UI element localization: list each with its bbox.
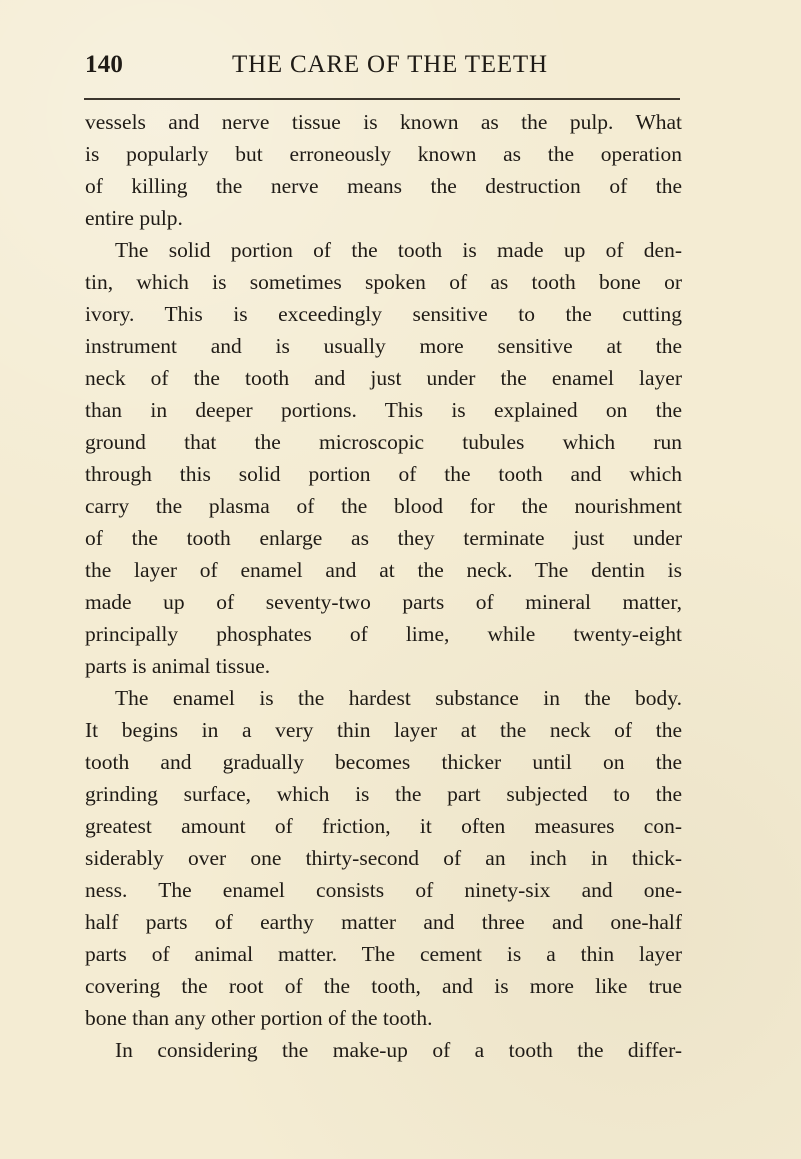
text-line: is popularly but erroneously known as the operation [85,142,682,166]
text-line: carry the plasma of the blood for the nourishment [85,494,682,518]
text-line: It begins in a very thin layer at the neck of the [85,718,682,742]
text-line: half parts of earthy matter and three and one-half [85,910,682,934]
paragraph-start-line: The solid portion of the tooth is made up of den- [115,238,682,262]
text-line: ivory. This is exceedingly sensitive to the cutting [85,302,682,326]
body-text [85,106,682,1066]
text-line: principally phosphates of lime, while twenty-eight [85,622,682,646]
text-line: the layer of enamel and at the neck. The dentin is [85,558,682,582]
text-line: neck of the tooth and just under the enamel layer [85,366,682,390]
text-line: of the tooth enlarge as they terminate just under [85,526,682,550]
text-line: instrument and is usually more sensitive at the [85,334,682,358]
text-line: parts is animal tissue. [85,654,271,678]
text-line: ground that the microscopic tubules which run [85,430,682,454]
page-number: 140 [85,51,124,78]
paragraph-start-line: In considering the make-up of a tooth the differ- [115,1038,682,1062]
text-line: parts of animal matter. The cement is a thin layer [85,942,682,966]
text-line: bone than any other portion of the tooth. [85,1006,433,1030]
text-line: grinding surface, which is the part subjected to the [85,782,682,806]
text-line: made up of seventy-two parts of mineral matter, [85,590,682,614]
text-line: tooth and gradually becomes thicker until on the [85,750,682,774]
text-line: covering the root of the tooth, and is more like true [85,974,682,998]
header-rule [84,98,680,100]
text-line: entire pulp. [85,206,183,230]
text-line: greatest amount of friction, it often measures con- [85,814,682,838]
book-title: THE CARE OF THE TEETH [232,51,548,78]
text-line: vessels and nerve tissue is known as the pulp. What [85,110,682,134]
text-line: of killing the nerve means the destruction of the [85,174,682,198]
text-line: through this solid portion of the tooth and which [85,462,682,486]
text-line: ness. The enamel consists of ninety-six and one- [85,878,682,902]
text-line: siderably over one thirty-second of an inch in thick- [85,846,682,870]
running-head [85,48,680,82]
text-line: than in deeper portions. This is explained on the [85,398,682,422]
text-line: tin, which is sometimes spoken of as tooth bone or [85,270,682,294]
paragraph-start-line: The enamel is the hardest substance in the body. [115,686,682,710]
